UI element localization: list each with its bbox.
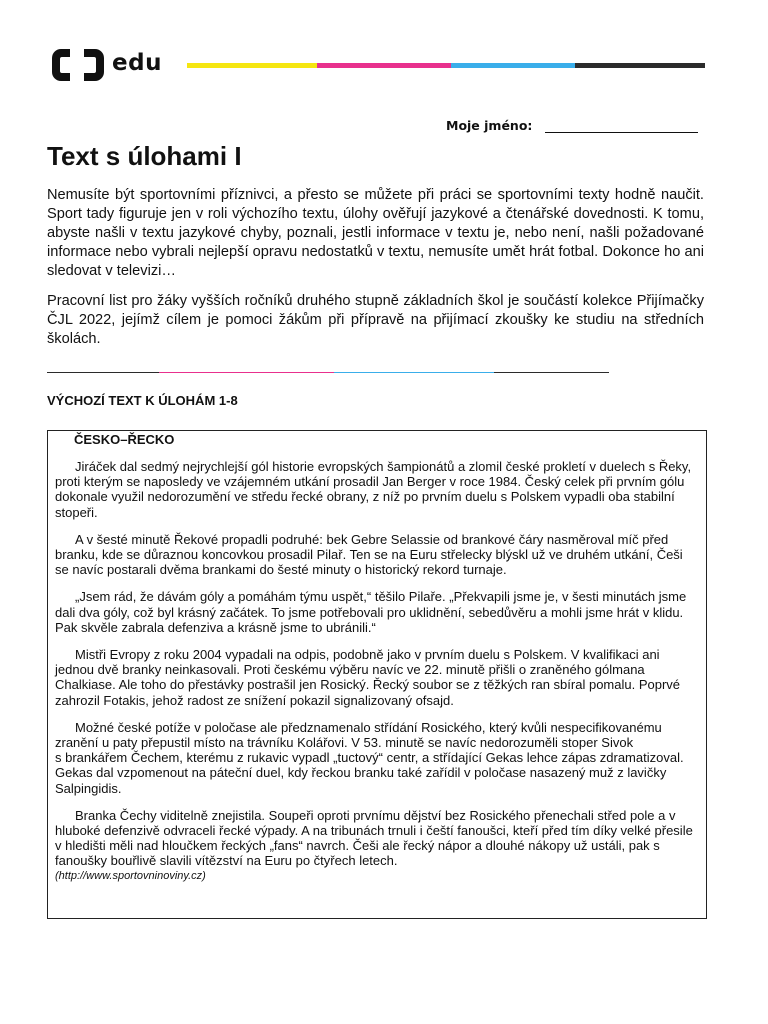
stripe-magenta [317, 63, 451, 68]
article-paragraph: „Jsem rád, že dávám góly a pomáhám týmu uspět,“ těšilo Pilaře. „Překvapili jsme je, v šesti minutách jsme dali dva góly, což byl krásný začátek. To jsme potřebovali pro uklidnění, sebedůvěru a mohli jsme hrát v klidu. Pak skvěle zabrala defenziva a krásně jsme to ubránili.“ [55, 589, 687, 635]
source-text-box [47, 430, 707, 919]
name-input-line[interactable] [545, 120, 698, 133]
section-divider [47, 372, 609, 373]
intro-paragraph-2: Pracovní list pro žáky vyšších ročníků druhého stupně základních škol je součástí kolekce Přijímačky ČJL 2022, jejímž cílem je pomoci žákům při přípravě na přijímací zkoušky ke studiu na středních školách. [47, 293, 704, 347]
article-paragraph: Branka Čechy viditelně znejistila. Soupeři oproti prvnímu dějství bez Rosického přenechali střed pole a v hluboké defenzivě odvraceli řecké výpady. A na tribunách trnuli i čeští fanoušci, kteří před tím díky velké přesile v hledišti měli nad hloučkem řeckých „fans“ navrch. Češi ale řecký nápor a dlouhé nákopy už ustáli, pak s fanoušky bouřlivě slavili vítězství na Euru po čtyřech letech. [55, 807, 693, 869]
article-title: ČESKO–ŘECKO [74, 432, 175, 447]
intro-paragraph-1: Nemusíte být sportovními příznivci, a přesto se můžete při práci se sportovními texty hodně naučit. Sport tady figuruje jen v roli výchozího textu, úlohy ověřují jazykové a čtenářské dovednosti. K tomu, abyste našli v textu jazykové chyby, poznali, jestli informace v textu je, nebo není, našli požadované informace nebo vybrali nejlepší opravu nedostatků v textu, nemusíte umět hrát fotbal. Dokonce ho ani sledovat v televizi… [47, 187, 704, 279]
stripe-black [575, 63, 705, 68]
article-paragraph: Jiráček dal sedmý nejrychlejší gól historie evropských šampionátů a zlomil české prokletí v duelech s Řeky, proti kterým se naposledy ve vzájemném utkání prosadil Jan Berger v roce 1984. Český celek při prvním gólu dokonale využil nedorozumění ve středu řecké obrany, z níž po prvním duelu s Polskem vypadli oba stabilní stopeři. [55, 459, 692, 520]
article-paragraph: Mistři Evropy z roku 2004 vypadali na odpis, podobně jako v prvním duelu s Polskem. V kvalifikaci ani jednou dvě branky neinkasovali. Proti českému výběru navíc ve 22. minutě přišli o zraněného gólmana Chalkiase. Ale toho do přestávky postrašil jen Rosický. Řecký soubor se z těžkých ran sbíral pomalu. Poprvé zahrozil Fotakis, jehož radost ze snížení pokazil signalizovaný ofsajd. [55, 647, 681, 708]
brand-logo [50, 47, 162, 83]
article-source: (http://www.sportovninoviny.cz) [55, 869, 206, 882]
name-label: Moje jméno: [446, 118, 533, 133]
stripe-yellow [187, 63, 317, 68]
article-paragraph: A v šesté minutě Řekové propadli podruhé: bek Gebre Selassie od brankové čáry nasměroval míč před branku, kde se důraznou koncovkou prosadil Pilař. Ten se na Euru střelecky blýskl už ve druhém utkání, Češi se navíc postarali dvěma brankami do šesté minuty o historický rekord turnaje. [55, 531, 683, 578]
ct-logo-icon [50, 47, 106, 83]
article-paragraph: s brankářem Čechem, kterému z rukavic vypadl „tuctový“ centr, a střídající Gekas lehce zápas zdramatizoval. Gekas dal vzpomenout na páteční duel, kdy řeckou branku také zařídil v poločase nasazený muž z lavičky Salpingidis. [55, 750, 684, 796]
header-color-stripe [187, 63, 705, 68]
brand-name: edu [112, 50, 162, 76]
page-title: Text s úlohami I [47, 141, 242, 171]
article-paragraph: Možné české potíže v poločase ale předznamenalo střídání Rosického, který kvůli nespecifikovanému zranění u paty přepustil místo na trávníku Kolářovi. V 53. minutě se navíc nedorozuměli stoper Sivok [55, 719, 662, 751]
section-heading: VÝCHOZÍ TEXT K ÚLOHÁM 1-8 [47, 393, 238, 408]
name-field-row [446, 118, 698, 133]
stripe-cyan [451, 63, 575, 68]
